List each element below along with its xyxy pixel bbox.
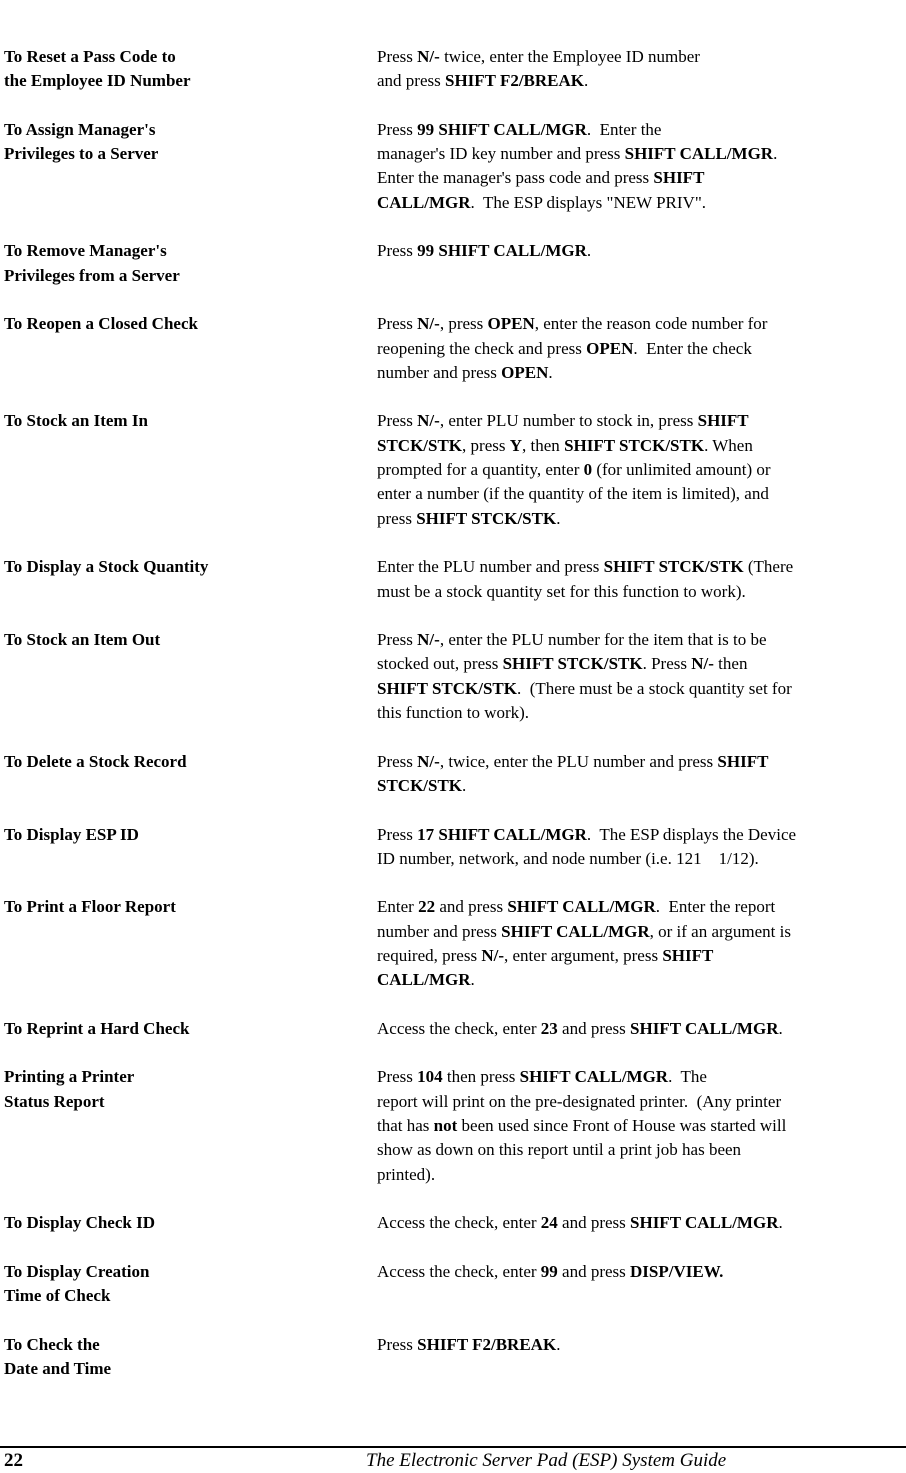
heading-line: Printing a Printer: [4, 1067, 135, 1087]
section-row: [0, 895, 906, 992]
section-row: [0, 409, 906, 530]
task-heading: [0, 1333, 377, 1382]
section-row: [0, 1065, 906, 1186]
instruction-line: Press 99 SHIFT CALL/MGR. Enter the: [377, 119, 662, 139]
task-heading: [0, 312, 377, 336]
heading-line: To Print a Floor Report: [4, 897, 176, 917]
instruction-line: SHIFT STCK/STK. (There must be a stock quantity set for: [377, 678, 792, 698]
instruction-body: [377, 823, 906, 872]
heading-line: To Delete a Stock Record: [4, 751, 187, 771]
instruction-line: ID number, network, and node number (i.e. 121 1/12).: [377, 848, 759, 868]
task-heading: [0, 823, 377, 847]
instruction-body: [377, 555, 906, 604]
instruction-line: STCK/STK, press Y, then SHIFT STCK/STK. When: [377, 435, 753, 455]
section-row: [0, 628, 906, 725]
task-heading: [0, 1017, 377, 1041]
heading-line: To Assign Manager's: [4, 119, 156, 139]
instruction-line: this function to work).: [377, 703, 530, 723]
instruction-body: [377, 1211, 906, 1235]
instruction-line: stocked out, press SHIFT STCK/STK. Press N/- then: [377, 654, 748, 674]
task-heading: [0, 555, 377, 579]
heading-line: To Remove Manager's: [4, 241, 167, 261]
instruction-line: Access the check, enter 23 and press SHIFT CALL/MGR.: [377, 1018, 783, 1038]
section-row: [0, 312, 906, 385]
task-reference-list: [0, 45, 906, 1406]
instruction-line: Enter the manager's pass code and press SHIFT: [377, 168, 705, 188]
section-row: [0, 1260, 906, 1309]
section-row: [0, 555, 906, 604]
instruction-line: Press N/-, press OPEN, enter the reason code number for: [377, 314, 768, 334]
instruction-body: [377, 895, 906, 992]
instruction-line: CALL/MGR. The ESP displays "NEW PRIV".: [377, 192, 707, 212]
instruction-line: number and press OPEN.: [377, 362, 553, 382]
instruction-line: manager's ID key number and press SHIFT CALL/MGR.: [377, 144, 778, 164]
section-row: [0, 1017, 906, 1041]
instruction-line: Access the check, enter 24 and press SHIFT CALL/MGR.: [377, 1213, 783, 1233]
instruction-line: printed).: [377, 1164, 436, 1184]
heading-line: To Display ESP ID: [4, 824, 139, 844]
task-heading: [0, 750, 377, 774]
instruction-body: [377, 1017, 906, 1041]
section-row: [0, 239, 906, 288]
heading-line: Status Report: [4, 1091, 105, 1111]
task-heading: [0, 1065, 377, 1114]
instruction-body: [377, 239, 906, 263]
section-row: [0, 118, 906, 215]
section-row: [0, 823, 906, 872]
heading-line: Privileges from a Server: [4, 265, 180, 285]
heading-line: To Display Check ID: [4, 1213, 155, 1233]
heading-line: the Employee ID Number: [4, 71, 191, 91]
instruction-body: [377, 1333, 906, 1357]
heading-line: To Reopen a Closed Check: [4, 314, 198, 334]
document-title: The Electronic Server Pad (ESP) System Guide: [366, 1450, 727, 1471]
heading-line: To Reset a Pass Code to: [4, 47, 176, 66]
page-footer: [0, 1449, 906, 1473]
instruction-line: press SHIFT STCK/STK.: [377, 508, 561, 528]
instruction-line: Press N/-, twice, enter the PLU number and press SHIFT: [377, 751, 769, 771]
instruction-body: [377, 628, 906, 725]
section-row: [0, 1333, 906, 1382]
heading-line: To Check the: [4, 1334, 100, 1354]
instruction-line: Access the check, enter 99 and press DISP/VIEW.: [377, 1261, 724, 1281]
instruction-line: Enter 22 and press SHIFT CALL/MGR. Enter the report: [377, 897, 776, 917]
instruction-body: [377, 45, 906, 94]
heading-line: Privileges to a Server: [4, 144, 159, 164]
footer-divider: [0, 1446, 906, 1448]
instruction-body: [377, 750, 906, 799]
instruction-body: [377, 118, 906, 215]
instruction-line: prompted for a quantity, enter 0 (for unlimited amount) or: [377, 460, 771, 480]
task-heading: [0, 409, 377, 433]
instruction-line: STCK/STK.: [377, 775, 467, 795]
instruction-line: required, press N/-, enter argument, press SHIFT: [377, 945, 714, 965]
task-heading: [0, 628, 377, 652]
heading-line: Date and Time: [4, 1359, 112, 1379]
heading-line: To Reprint a Hard Check: [4, 1018, 190, 1038]
task-heading: [0, 895, 377, 919]
instruction-line: Press 99 SHIFT CALL/MGR.: [377, 241, 592, 261]
instruction-line: Press 17 SHIFT CALL/MGR. The ESP displays the Device: [377, 824, 797, 844]
page-number: 22: [4, 1450, 23, 1471]
section-row: [0, 45, 906, 94]
task-heading: [0, 239, 377, 288]
instruction-line: Press N/-, enter the PLU number for the item that is to be: [377, 630, 767, 650]
task-heading: [0, 45, 377, 94]
task-heading: [0, 1260, 377, 1309]
instruction-line: report will print on the pre-designated printer. (Any printer: [377, 1091, 782, 1111]
heading-line: To Display a Stock Quantity: [4, 557, 209, 577]
heading-line: To Stock an Item Out: [4, 630, 161, 650]
instruction-body: [377, 312, 906, 385]
task-heading: [0, 1211, 377, 1235]
instruction-line: Press N/-, enter PLU number to stock in, press SHIFT: [377, 411, 749, 431]
instruction-line: enter a number (if the quantity of the item is limited), and: [377, 484, 769, 504]
heading-line: To Stock an Item In: [4, 411, 148, 431]
instruction-line: that has not been used since Front of House was started will: [377, 1116, 787, 1136]
instruction-body: [377, 1260, 906, 1284]
instruction-line: Press SHIFT F2/BREAK.: [377, 1334, 561, 1354]
instruction-body: [377, 409, 906, 530]
instruction-body: [377, 1065, 906, 1186]
task-heading: [0, 118, 377, 167]
heading-line: Time of Check: [4, 1286, 111, 1306]
instruction-line: number and press SHIFT CALL/MGR, or if an argument is: [377, 921, 791, 941]
instruction-line: show as down on this report until a print job has been: [377, 1140, 742, 1160]
instruction-line: Press 104 then press SHIFT CALL/MGR. The: [377, 1067, 707, 1087]
heading-line: To Display Creation: [4, 1261, 150, 1281]
instruction-line: and press SHIFT F2/BREAK.: [377, 71, 589, 91]
instruction-line: reopening the check and press OPEN. Enter the check: [377, 338, 752, 358]
section-row: [0, 750, 906, 799]
instruction-line: CALL/MGR.: [377, 970, 475, 990]
instruction-line: Enter the PLU number and press SHIFT STCK/STK (There: [377, 557, 794, 577]
section-row: [0, 1211, 906, 1235]
instruction-line: must be a stock quantity set for this function to work).: [377, 581, 746, 601]
instruction-line: Press N/- twice, enter the Employee ID number: [377, 47, 700, 66]
